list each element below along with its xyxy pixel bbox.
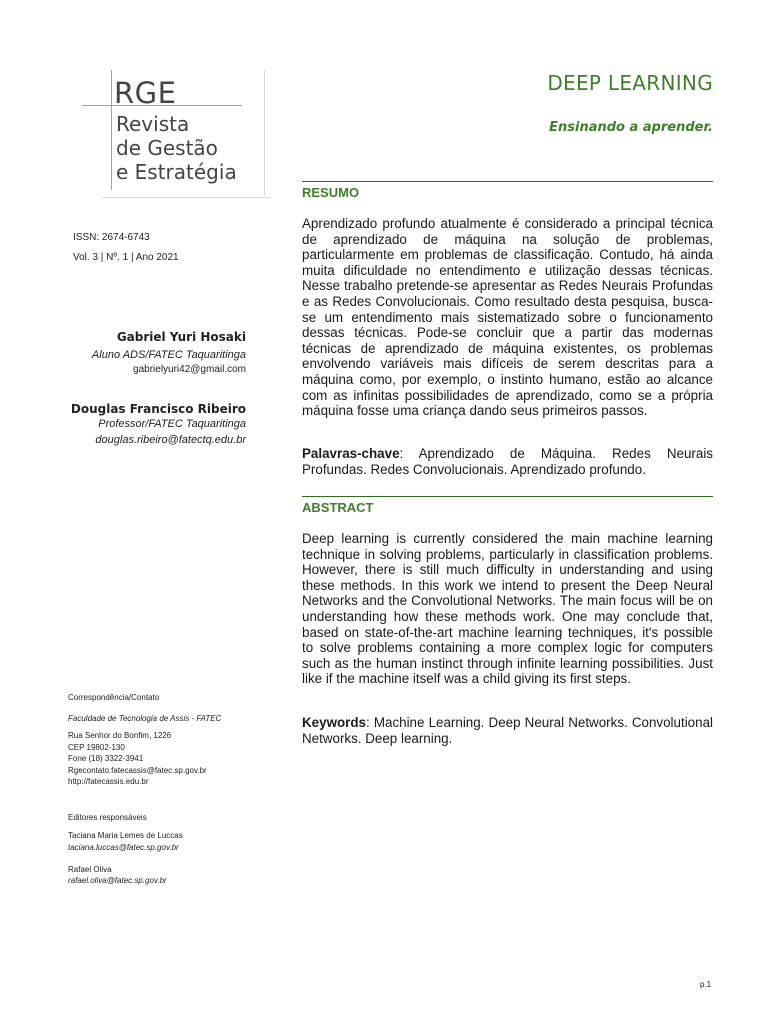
logo-name-line: de Gestão bbox=[116, 136, 218, 160]
volume-info: Vol. 3 | Nº. 1 | Ano 2021 bbox=[73, 252, 179, 263]
correspondence-site: http://fatecassis.edu.br bbox=[68, 777, 149, 786]
correspondence-phone: Fone (18) 3322-3941 bbox=[68, 754, 144, 763]
journal-logo bbox=[82, 70, 270, 200]
author-role: Aluno ADS/FATEC Taquaritinga bbox=[91, 349, 246, 361]
author-name: Gabriel Yuri Hosaki bbox=[116, 330, 246, 344]
editor-name: Rafael Oliva bbox=[68, 865, 112, 874]
editor-email: rafael.oliva@fatec.sp.gov.br bbox=[68, 876, 167, 885]
section-rule bbox=[302, 181, 713, 182]
editor-name: Taciana Maria Lemes de Luccas bbox=[68, 831, 183, 840]
author-email: douglas.ribeiro@fatectq.edu.br bbox=[95, 434, 246, 446]
correspondence-cep: CEP 19802-130 bbox=[68, 743, 125, 752]
logo-name bbox=[116, 112, 237, 184]
keywords-text: : Machine Learning. Deep Neural Networks. Convolutional Networks. Deep learning. bbox=[302, 715, 713, 746]
keywords-label: Keywords bbox=[302, 715, 366, 730]
logo-vertical-line bbox=[111, 70, 112, 190]
author-email: gabrielyuri42@gmail.com bbox=[133, 364, 246, 375]
section-rule bbox=[302, 496, 713, 497]
logo-name-line: e Estratégia bbox=[116, 160, 237, 184]
correspondence-heading: Correspondência/Contato bbox=[68, 693, 160, 702]
keywords-text: : Aprendizado de Máquina. Redes Neurais Profundas. Redes Convolucionais. Aprendizado profundo. bbox=[302, 446, 713, 477]
correspondence-email: Rgecontato.fatecassis@fatec.sp.gov.br bbox=[68, 766, 207, 775]
issn: ISSN: 2674-6743 bbox=[73, 232, 150, 243]
keywords-label: Palavras-chave bbox=[302, 446, 400, 461]
resumo-keywords bbox=[302, 446, 713, 477]
author-block bbox=[92, 330, 246, 375]
editor-email: taciana.luccas@fatec.sp.gov.br bbox=[68, 843, 179, 852]
logo-name-line: Revista bbox=[116, 112, 190, 136]
author-role: Professor/FATEC Taquaritinga bbox=[98, 418, 246, 430]
article-subtitle: Ensinando a aprender. bbox=[549, 120, 713, 135]
article-title: DEEP LEARNING bbox=[547, 71, 713, 95]
logo-frame-line bbox=[264, 70, 265, 195]
logo-frame-bottom-line bbox=[102, 197, 270, 198]
resumo-text: Aprendizado profundo atualmente é considerado a principal técnica de aprendizado de máquina na solução de problemas, particularmente em problemas de classificação. Contudo, há ainda muita dificuldade no entendimento e utilização dessas técnicas. Nesse trabalho pretende-se apresentar as Redes Neurais Profundas e as Redes Convolucionais. Como resultado desta pesquisa, busca-se um entendimento mais sistematizado sobre o funcionamento dessas técnicas. Pode-se concluir que a partir das modernas técnicas de aprendizado de máquina existentes, os problemas envolvendo variáveis mais difíceis de serem descritas para a máquina como, por exemplo, o instinto humano, estão ao alcance com as infinitas possibilidades de aprendizado, como se a própria máquina fosse uma criança dando seus primeiros passos. bbox=[302, 216, 713, 419]
author-block bbox=[71, 402, 246, 446]
correspondence-address: Rua Senhor do Bonfim, 1226 bbox=[68, 731, 172, 740]
author-name: Douglas Francisco Ribeiro bbox=[70, 402, 246, 416]
resumo-heading: RESUMO bbox=[302, 185, 360, 200]
abstract-keywords bbox=[302, 715, 713, 746]
logo-acronym: RGE bbox=[114, 76, 177, 110]
correspondence-institution: Faculdade de Tecnologia de Assis - FATEC bbox=[68, 714, 222, 723]
page-number: p.1 bbox=[700, 980, 712, 989]
editors-heading: Editores responsáveis bbox=[68, 813, 147, 822]
abstract-heading: ABSTRACT bbox=[302, 500, 374, 515]
abstract-text: Deep learning is currently considered the main machine learning technique in solving problems, particularly in classification problems. However, there is still much difficulty in understanding and using these methods. In this work we intend to present the Deep Neural Networks and the Convolutional Networks. The main focus will be on understanding how these methods work. One may conclude that, based on state-of-the-art machine learning techniques, it's possible to solve problems containing a more complex logic for computers such as the human instinct through infinite learning possibilities. Just like if the machine itself was a child giving its first steps. bbox=[302, 531, 713, 687]
